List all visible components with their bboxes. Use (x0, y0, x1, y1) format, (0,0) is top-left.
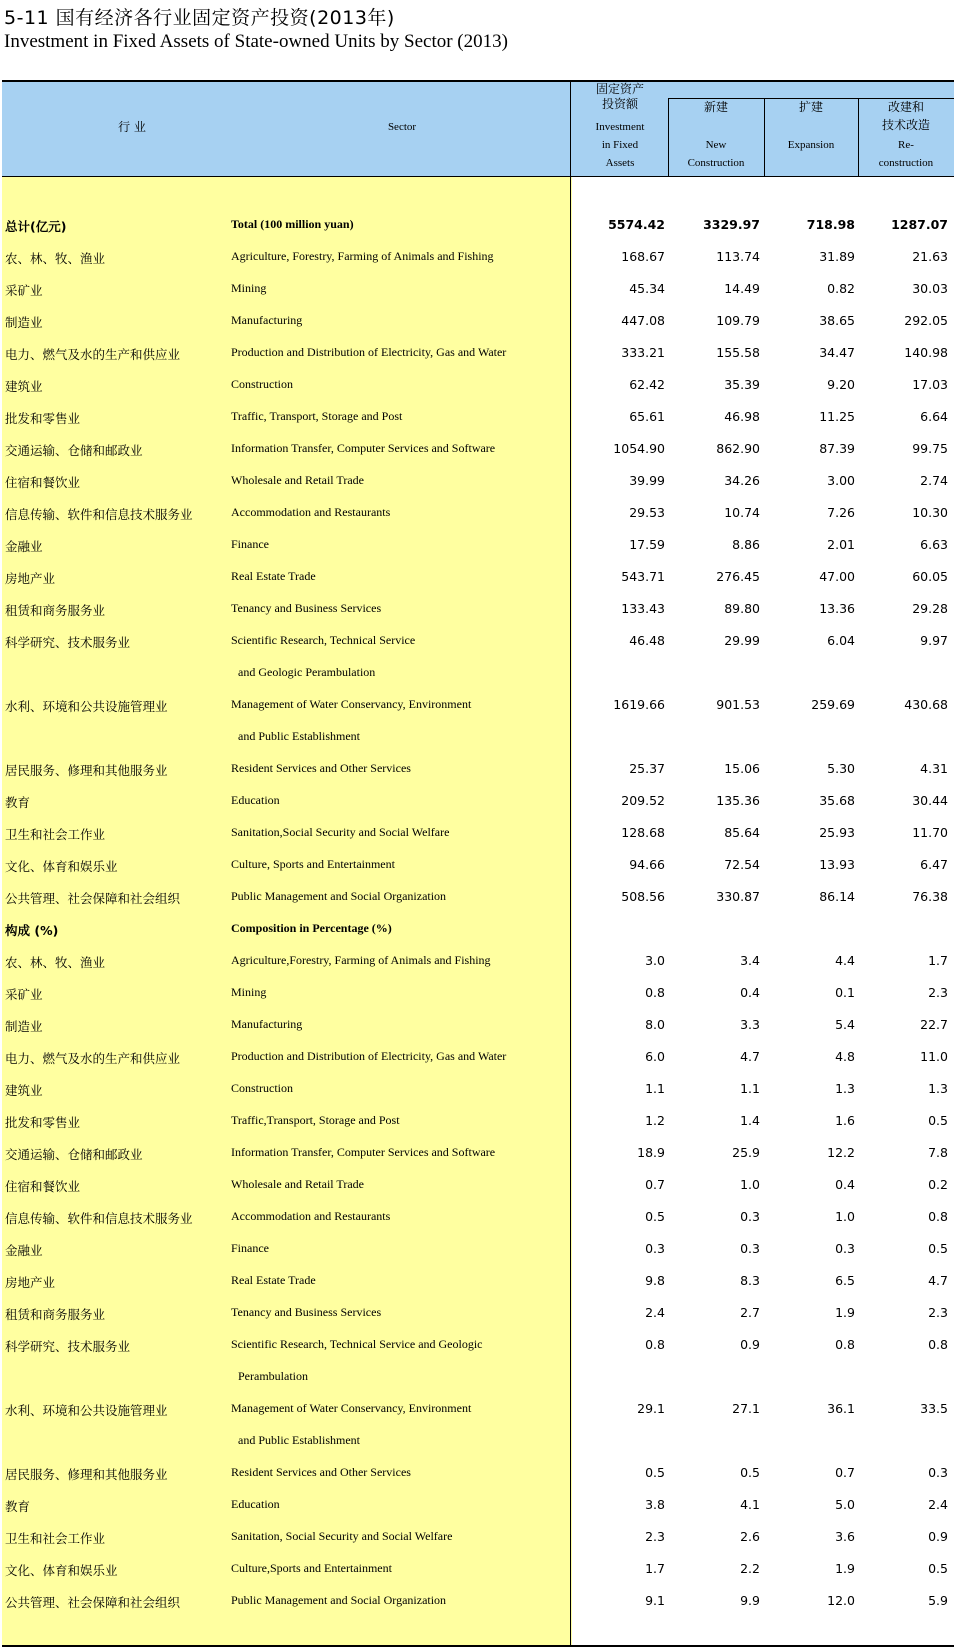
value-investment: 447.08 (621, 313, 665, 328)
table-row (0, 1010, 956, 1042)
value-new-construction: 8.86 (732, 537, 760, 552)
value-reconstruction: 292.05 (904, 313, 948, 328)
row-label-cn: 电力、燃气及水的生产和供应业 (5, 1051, 181, 1066)
value-investment: 543.71 (621, 569, 665, 584)
header-col4-cn: 改建和 技术改造 (881, 100, 930, 132)
value-investment: 133.43 (621, 601, 665, 616)
value-expansion: 0.1 (835, 985, 855, 1000)
row-label-en: Tenancy and Business Services (231, 1305, 382, 1319)
table-row (0, 1298, 956, 1330)
value-reconstruction: 5.9 (928, 1593, 948, 1608)
value-new-construction: 3329.97 (703, 217, 760, 232)
value-new-construction: 89.80 (724, 601, 760, 616)
value-expansion: 13.93 (819, 857, 855, 872)
table-row (0, 978, 956, 1010)
value-new-construction: 155.58 (716, 345, 760, 360)
row-label-en: Sanitation, Social Security and Social Welfare (231, 1529, 453, 1543)
table-row (0, 1490, 956, 1522)
table-row (0, 370, 956, 402)
value-expansion: 36.1 (827, 1401, 855, 1416)
row-label-en: Scientific Research, Technical Service (231, 633, 416, 647)
row-label-cn: 建筑业 (5, 379, 43, 394)
header-divider-4 (858, 98, 859, 176)
row-label-cn: 农、林、牧、渔业 (5, 955, 106, 970)
value-expansion: 86.14 (819, 889, 855, 904)
table-row (0, 946, 956, 978)
table-row (0, 882, 956, 914)
value-new-construction: 4.7 (740, 1049, 760, 1064)
table-row (0, 1202, 956, 1234)
row-label-en: Mining (231, 985, 267, 999)
table-row (0, 594, 956, 626)
value-investment: 3.8 (645, 1497, 665, 1512)
table-row (0, 1394, 956, 1447)
value-investment: 25.37 (629, 761, 665, 776)
table-row (0, 530, 956, 562)
value-expansion: 3.00 (827, 473, 855, 488)
value-expansion: 1.6 (835, 1113, 855, 1128)
value-new-construction: 2.6 (740, 1529, 760, 1544)
row-label-en: Mining (231, 281, 267, 295)
value-expansion: 4.4 (835, 953, 855, 968)
value-new-construction: 862.90 (716, 441, 760, 456)
value-expansion: 5.4 (835, 1017, 855, 1032)
table-row (0, 1458, 956, 1490)
value-investment: 6.0 (645, 1049, 665, 1064)
value-new-construction: 29.99 (724, 633, 760, 648)
value-reconstruction: 21.63 (912, 249, 948, 264)
value-expansion: 3.6 (835, 1529, 855, 1544)
row-label-cn: 农、林、牧、渔业 (5, 251, 106, 266)
row-label-cn: 科学研究、技术服务业 (5, 1339, 131, 1354)
value-reconstruction: 30.44 (912, 793, 948, 808)
value-new-construction: 0.3 (740, 1241, 760, 1256)
row-label-en: Production and Distribution of Electricity, Gas and Water (231, 345, 507, 359)
table-row (0, 1138, 956, 1170)
row-label-en-continued: and Public Establishment (238, 1433, 360, 1447)
value-expansion: 13.36 (819, 601, 855, 616)
value-new-construction: 27.1 (732, 1401, 760, 1416)
value-investment: 1054.90 (613, 441, 665, 456)
value-reconstruction: 1287.07 (891, 217, 948, 232)
row-label-en: Manufacturing (231, 1017, 303, 1031)
row-label-en: Construction (231, 377, 293, 391)
value-investment: 9.1 (645, 1593, 665, 1608)
table-row (0, 1586, 956, 1618)
row-label-en: Production and Distribution of Electricity, Gas and Water (231, 1049, 507, 1063)
value-reconstruction: 2.74 (920, 473, 948, 488)
table-row (0, 690, 956, 743)
value-expansion: 47.00 (819, 569, 855, 584)
row-label-en: Finance (231, 537, 269, 551)
value-investment: 1619.66 (613, 697, 665, 712)
value-reconstruction: 6.64 (920, 409, 948, 424)
row-label-cn: 金融业 (5, 1243, 43, 1258)
row-label-cn: 电力、燃气及水的生产和供应业 (5, 347, 181, 362)
table-row (0, 402, 956, 434)
row-label-cn: 信息传输、软件和信息技术服务业 (5, 507, 193, 522)
value-investment: 62.42 (629, 377, 665, 392)
row-label-cn: 交通运输、仓储和邮政业 (5, 443, 143, 458)
header-sub-rule (668, 98, 954, 99)
value-reconstruction: 11.0 (920, 1049, 948, 1064)
value-investment: 0.8 (645, 985, 665, 1000)
table-title-en: Investment in Fixed Assets of State-owned Units by Sector (2013) (4, 31, 508, 52)
value-investment: 508.56 (621, 889, 665, 904)
row-label-en: Construction (231, 1081, 293, 1095)
row-label-cn: 采矿业 (5, 987, 43, 1002)
value-new-construction: 1.0 (740, 1177, 760, 1192)
value-investment: 333.21 (621, 345, 665, 360)
row-label-cn: 制造业 (5, 315, 43, 330)
row-label-en: Public Management and Social Organization (231, 1593, 447, 1607)
row-label-cn: 科学研究、技术服务业 (5, 635, 131, 650)
value-expansion: 12.2 (827, 1145, 855, 1160)
value-investment: 29.1 (637, 1401, 665, 1416)
value-investment: 2.4 (645, 1305, 665, 1320)
value-investment: 128.68 (621, 825, 665, 840)
value-investment: 29.53 (629, 505, 665, 520)
row-label-cn: 构成 (%) (5, 923, 59, 938)
table-row (0, 1170, 956, 1202)
value-expansion: 12.0 (827, 1593, 855, 1608)
value-investment: 65.61 (629, 409, 665, 424)
row-label-en: Tenancy and Business Services (231, 601, 382, 615)
value-expansion: 38.65 (819, 313, 855, 328)
value-new-construction: 34.26 (724, 473, 760, 488)
row-label-en: Scientific Research, Technical Service and Geologic (231, 1337, 483, 1351)
table-row (0, 786, 956, 818)
value-investment: 18.9 (637, 1145, 665, 1160)
value-new-construction: 4.1 (740, 1497, 760, 1512)
row-label-cn: 教育 (5, 1499, 31, 1514)
value-investment: 0.7 (645, 1177, 665, 1192)
table-row (0, 242, 956, 274)
value-expansion: 9.20 (827, 377, 855, 392)
value-expansion: 0.7 (835, 1465, 855, 1480)
row-label-cn: 交通运输、仓储和邮政业 (5, 1147, 143, 1162)
value-new-construction: 8.3 (740, 1273, 760, 1288)
value-expansion: 1.3 (835, 1081, 855, 1096)
value-reconstruction: 76.38 (912, 889, 948, 904)
row-label-en: Manufacturing (231, 313, 303, 327)
value-new-construction: 113.74 (716, 249, 760, 264)
value-reconstruction: 140.98 (904, 345, 948, 360)
row-label-cn: 公共管理、社会保障和社会组织 (5, 891, 181, 906)
value-new-construction: 9.9 (740, 1593, 760, 1608)
row-label-cn: 水利、环境和公共设施管理业 (5, 1403, 168, 1418)
header-divider-3 (764, 98, 765, 176)
table-row (0, 466, 956, 498)
header-col2-cn: 新建 (703, 100, 728, 114)
value-reconstruction: 10.30 (912, 505, 948, 520)
value-expansion: 87.39 (819, 441, 855, 456)
row-label-en: Culture, Sports and Entertainment (231, 857, 395, 871)
value-investment: 1.7 (645, 1561, 665, 1576)
row-label-cn: 租赁和商务服务业 (5, 603, 106, 618)
row-label-cn: 租赁和商务服务业 (5, 1307, 106, 1322)
row-label-en: Sanitation,Social Security and Social Welfare (231, 825, 450, 839)
value-expansion: 11.25 (819, 409, 855, 424)
value-investment: 45.34 (629, 281, 665, 296)
value-expansion: 6.04 (827, 633, 855, 648)
header-col4-en: Re- construction (878, 139, 934, 169)
header-industry-cn: 行 业 (118, 120, 146, 134)
value-investment: 1.2 (645, 1113, 665, 1128)
value-reconstruction: 33.5 (920, 1401, 948, 1416)
value-new-construction: 901.53 (716, 697, 760, 712)
value-reconstruction: 0.5 (928, 1113, 948, 1128)
row-label-en: Real Estate Trade (231, 569, 316, 583)
value-investment: 0.3 (645, 1241, 665, 1256)
value-investment: 168.67 (621, 249, 665, 264)
header-sector-en: Sector (387, 121, 417, 133)
value-reconstruction: 17.03 (912, 377, 948, 392)
value-new-construction: 25.9 (732, 1145, 760, 1160)
row-label-en-continued: Perambulation (238, 1369, 308, 1383)
row-label-cn: 信息传输、软件和信息技术服务业 (5, 1211, 193, 1226)
value-investment: 1.1 (645, 1081, 665, 1096)
header-col3-en: Expansion (787, 139, 835, 151)
table-row (0, 1074, 956, 1106)
value-reconstruction: 29.28 (912, 601, 948, 616)
value-reconstruction: 7.8 (928, 1145, 948, 1160)
row-label-cn: 文化、体育和娱乐业 (5, 1563, 118, 1578)
value-reconstruction: 22.7 (920, 1017, 948, 1032)
row-label-en: Wholesale and Retail Trade (231, 473, 364, 487)
table-row (0, 1042, 956, 1074)
table-row (0, 1330, 956, 1383)
value-reconstruction: 0.5 (928, 1241, 948, 1256)
row-label-en: Information Transfer, Computer Services and Software (231, 1145, 496, 1159)
value-expansion: 35.68 (819, 793, 855, 808)
value-expansion: 0.8 (835, 1337, 855, 1352)
value-investment: 0.5 (645, 1209, 665, 1224)
value-reconstruction: 60.05 (912, 569, 948, 584)
value-investment: 17.59 (629, 537, 665, 552)
value-new-construction: 46.98 (724, 409, 760, 424)
row-label-cn: 批发和零售业 (5, 1115, 81, 1130)
row-label-en-continued: and Geologic Perambulation (238, 665, 376, 679)
table-row (0, 1266, 956, 1298)
value-reconstruction: 0.9 (928, 1529, 948, 1544)
value-reconstruction: 0.3 (928, 1465, 948, 1480)
row-label-cn: 居民服务、修理和其他服务业 (5, 1467, 168, 1482)
value-new-construction: 135.36 (716, 793, 760, 808)
value-reconstruction: 9.97 (920, 633, 948, 648)
table-row (0, 274, 956, 306)
value-new-construction: 3.4 (740, 953, 760, 968)
value-new-construction: 0.4 (740, 985, 760, 1000)
table-row (0, 210, 956, 242)
row-label-cn: 公共管理、社会保障和社会组织 (5, 1595, 181, 1610)
value-reconstruction: 0.2 (928, 1177, 948, 1192)
value-new-construction: 10.74 (724, 505, 760, 520)
header-divider-2 (668, 98, 669, 176)
value-expansion: 1.0 (835, 1209, 855, 1224)
row-label-cn: 金融业 (5, 539, 43, 554)
value-expansion: 0.82 (827, 281, 855, 296)
row-label-en: Agriculture,Forestry, Farming of Animals and Fishing (231, 953, 491, 967)
table-row (0, 562, 956, 594)
row-label-cn: 卫生和社会工作业 (5, 827, 106, 842)
table-row (0, 1522, 956, 1554)
row-label-cn: 房地产业 (5, 571, 56, 586)
value-reconstruction: 6.47 (920, 857, 948, 872)
row-label-en: Accommodation and Restaurants (231, 1209, 391, 1223)
value-reconstruction: 0.8 (928, 1209, 948, 1224)
value-new-construction: 35.39 (724, 377, 760, 392)
row-label-cn: 居民服务、修理和其他服务业 (5, 763, 168, 778)
row-label-cn: 教育 (5, 795, 31, 810)
value-reconstruction: 2.3 (928, 1305, 948, 1320)
row-label-cn: 卫生和社会工作业 (5, 1531, 106, 1546)
value-new-construction: 85.64 (724, 825, 760, 840)
row-label-en: Traffic,Transport, Storage and Post (231, 1113, 400, 1127)
value-reconstruction: 30.03 (912, 281, 948, 296)
value-investment: 94.66 (629, 857, 665, 872)
table-title-cn: 5-11 国有经济各行业固定资产投资(2013年) (4, 7, 395, 29)
bottom-rule (2, 1645, 954, 1647)
value-investment: 2.3 (645, 1529, 665, 1544)
value-expansion: 4.8 (835, 1049, 855, 1064)
value-expansion: 0.4 (835, 1177, 855, 1192)
row-label-cn: 房地产业 (5, 1275, 56, 1290)
value-new-construction: 109.79 (716, 313, 760, 328)
value-new-construction: 0.3 (740, 1209, 760, 1224)
value-investment: 0.5 (645, 1465, 665, 1480)
value-new-construction: 15.06 (724, 761, 760, 776)
value-reconstruction: 99.75 (912, 441, 948, 456)
value-expansion: 2.01 (827, 537, 855, 552)
table-row (0, 434, 956, 466)
header-divider-1 (570, 82, 571, 176)
value-expansion: 1.9 (835, 1561, 855, 1576)
value-new-construction: 2.7 (740, 1305, 760, 1320)
row-label-cn: 水利、环境和公共设施管理业 (5, 699, 168, 714)
value-investment: 3.0 (645, 953, 665, 968)
value-reconstruction: 2.3 (928, 985, 948, 1000)
row-label-en: Total (100 million yuan) (231, 217, 354, 231)
value-expansion: 718.98 (806, 217, 855, 232)
value-new-construction: 1.1 (740, 1081, 760, 1096)
value-expansion: 6.5 (835, 1273, 855, 1288)
table-row (0, 498, 956, 530)
value-new-construction: 0.5 (740, 1465, 760, 1480)
table-row (0, 1554, 956, 1586)
value-expansion: 5.30 (827, 761, 855, 776)
row-label-en: Finance (231, 1241, 269, 1255)
row-label-cn: 住宿和餐饮业 (5, 475, 81, 490)
header-col3-cn: 扩建 (798, 100, 823, 114)
table-row (0, 818, 956, 850)
value-new-construction: 3.3 (740, 1017, 760, 1032)
value-investment: 5574.42 (608, 217, 665, 232)
value-reconstruction: 0.5 (928, 1561, 948, 1576)
row-label-cn: 文化、体育和娱乐业 (5, 859, 118, 874)
value-investment: 8.0 (645, 1017, 665, 1032)
row-label-en: Resident Services and Other Services (231, 1465, 411, 1479)
value-new-construction: 72.54 (724, 857, 760, 872)
row-label-en: Accommodation and Restaurants (231, 505, 391, 519)
header-col2-en: New Construction (687, 139, 745, 169)
value-new-construction: 14.49 (724, 281, 760, 296)
value-reconstruction: 4.7 (928, 1273, 948, 1288)
value-expansion: 0.3 (835, 1241, 855, 1256)
table-row (0, 914, 956, 946)
row-label-cn: 住宿和餐饮业 (5, 1179, 81, 1194)
value-expansion: 31.89 (819, 249, 855, 264)
table-row (0, 1106, 956, 1138)
row-label-en: Real Estate Trade (231, 1273, 316, 1287)
value-expansion: 1.9 (835, 1305, 855, 1320)
row-label-en: Public Management and Social Organization (231, 889, 447, 903)
value-expansion: 25.93 (819, 825, 855, 840)
row-label-en: Management of Water Conservancy, Environment (231, 697, 472, 711)
value-investment: 9.8 (645, 1273, 665, 1288)
table-row (0, 1234, 956, 1266)
value-reconstruction: 11.70 (912, 825, 948, 840)
value-new-construction: 1.4 (740, 1113, 760, 1128)
value-reconstruction: 4.31 (920, 761, 948, 776)
value-new-construction: 2.2 (740, 1561, 760, 1576)
table-row (0, 850, 956, 882)
value-investment: 46.48 (629, 633, 665, 648)
row-label-cn: 制造业 (5, 1019, 43, 1034)
row-label-en: Education (231, 793, 280, 807)
table-row (0, 338, 956, 370)
row-label-en: Resident Services and Other Services (231, 761, 411, 775)
row-label-cn: 批发和零售业 (5, 411, 81, 426)
table-header (2, 82, 954, 176)
value-expansion: 259.69 (811, 697, 855, 712)
row-label-cn: 总计(亿元) (5, 219, 67, 234)
row-label-en: Information Transfer, Computer Services and Software (231, 441, 496, 455)
row-label-en: Agriculture, Forestry, Farming of Animals and Fishing (231, 249, 494, 263)
value-reconstruction: 6.63 (920, 537, 948, 552)
value-new-construction: 330.87 (716, 889, 760, 904)
row-label-en-continued: and Public Establishment (238, 729, 360, 743)
value-expansion: 7.26 (827, 505, 855, 520)
value-investment: 39.99 (629, 473, 665, 488)
table-row (0, 306, 956, 338)
value-reconstruction: 430.68 (904, 697, 948, 712)
value-new-construction: 276.45 (716, 569, 760, 584)
value-expansion: 34.47 (819, 345, 855, 360)
value-expansion: 5.0 (835, 1497, 855, 1512)
row-label-cn: 建筑业 (5, 1083, 43, 1098)
row-label-en: Education (231, 1497, 280, 1511)
row-label-en: Management of Water Conservancy, Environment (231, 1401, 472, 1415)
table-row (0, 626, 956, 679)
row-label-cn: 采矿业 (5, 283, 43, 298)
value-investment: 209.52 (621, 793, 665, 808)
value-reconstruction: 1.7 (928, 953, 948, 968)
header-col1-en: Investment in Fixed Assets (595, 121, 645, 169)
row-label-en: Composition in Percentage (%) (231, 921, 392, 935)
row-label-en: Traffic, Transport, Storage and Post (231, 409, 403, 423)
value-new-construction: 0.9 (740, 1337, 760, 1352)
value-investment: 0.8 (645, 1337, 665, 1352)
value-reconstruction: 2.4 (928, 1497, 948, 1512)
table-row (0, 754, 956, 786)
row-label-en: Culture,Sports and Entertainment (231, 1561, 392, 1575)
value-reconstruction: 1.3 (928, 1081, 948, 1096)
header-col1-cn: 固定资产 投资额 (595, 82, 644, 111)
value-reconstruction: 0.8 (928, 1337, 948, 1352)
row-label-en: Wholesale and Retail Trade (231, 1177, 364, 1191)
